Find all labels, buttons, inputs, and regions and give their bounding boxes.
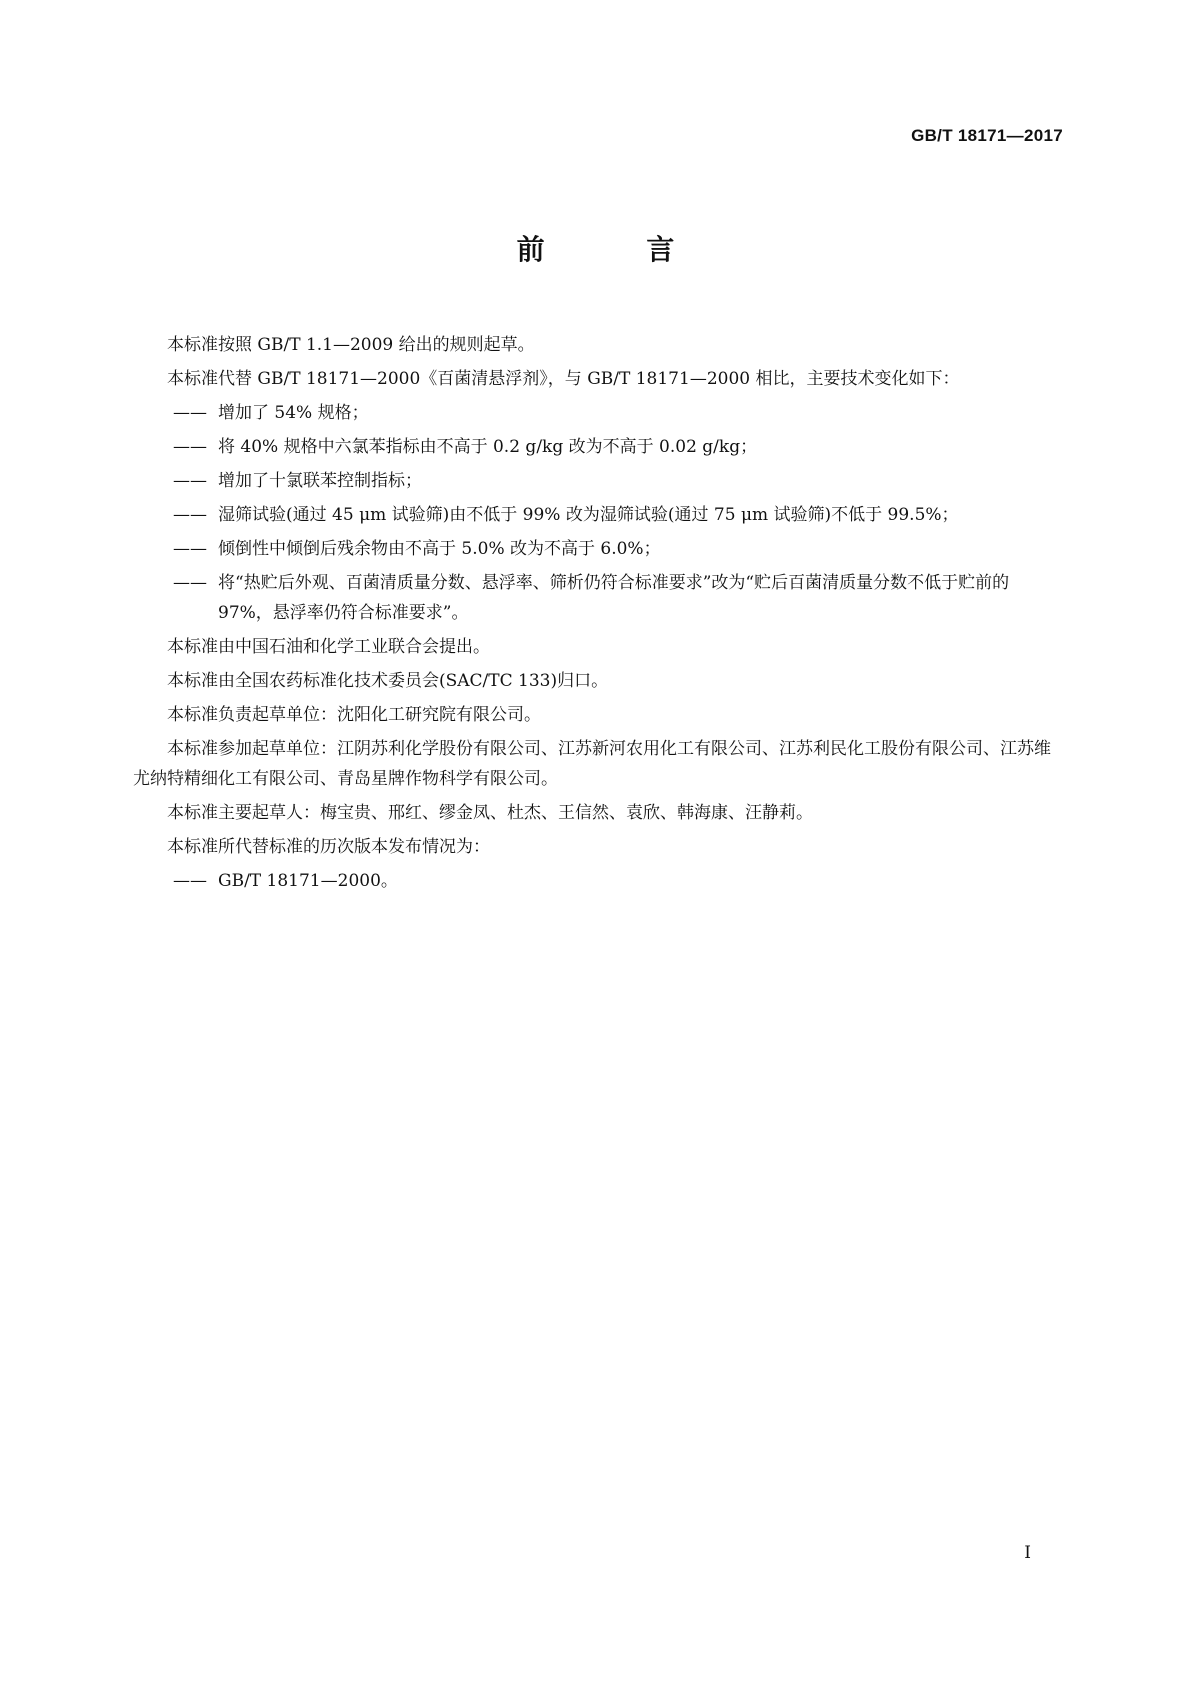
- standard-code: GB/T 18171—2017: [911, 126, 1063, 145]
- change-item: [133, 568, 1061, 628]
- change-text: 增加了 54% 规格；: [218, 403, 369, 423]
- paragraph-responsible-drafter: 本标准负责起草单位：沈阳化工研究院有限公司。: [167, 705, 541, 725]
- paragraph-participating-drafters: 本标准参加起草单位：江阴苏利化学股份有限公司、江苏新河农用化工有限公司、江苏利民化工股份有限公司、江苏维尤纳特精细化工有限公司、青岛星牌作物科学有限公司。: [133, 739, 1051, 789]
- change-item: [133, 466, 1061, 496]
- paragraph-history-intro: 本标准所代替标准的历次版本发布情况为：: [167, 837, 490, 857]
- dash-mark: ——: [173, 437, 207, 457]
- dash-mark: ——: [173, 539, 207, 559]
- dash-mark: ——: [173, 871, 207, 891]
- dash-mark: ——: [173, 505, 207, 525]
- dash-mark: ——: [173, 471, 207, 491]
- paragraph-drafting-rules: 本标准按照 GB/T 1.1—2009 给出的规则起草。: [167, 335, 535, 355]
- change-text: 将 40% 规格中六氯苯指标由不高于 0.2 g/kg 改为不高于 0.02 g/kg；: [218, 437, 758, 457]
- paragraph-under-jurisdiction: 本标准由全国农药标准化技术委员会(SAC/TC 133)归口。: [167, 671, 609, 691]
- paragraph-main-drafters: 本标准主要起草人：梅宝贵、邢红、缪金凤、杜杰、王信然、袁欣、韩海康、汪静莉。: [167, 803, 813, 823]
- paragraph-proposed-by: 本标准由中国石油和化学工业联合会提出。: [167, 637, 490, 657]
- change-item: [133, 432, 1061, 462]
- foreword-body: [133, 330, 1061, 900]
- change-item: [133, 500, 1061, 530]
- change-text: 将“热贮后外观、百菌清质量分数、悬浮率、筛析仍符合标准要求”改为“贮后百菌清质量分数不低于贮前的 97%，悬浮率仍符合标准要求”。: [218, 573, 1010, 623]
- history-item: [133, 866, 1061, 896]
- change-text: 湿筛试验(通过 45 μm 试验筛)由不低于 99% 改为湿筛试验(通过 75 μm 试验筛)不低于 99.5%；: [218, 505, 959, 525]
- history-text: GB/T 18171—2000。: [218, 871, 398, 891]
- dash-mark: ——: [173, 573, 207, 593]
- page-title: 前 言: [516, 233, 721, 266]
- paragraph-replaces: 本标准代替 GB/T 18171—2000《百菌清悬浮剂》，与 GB/T 18171—2000 相比，主要技术变化如下：: [167, 369, 960, 389]
- page-number: I: [1024, 1543, 1031, 1563]
- change-text: 倾倒性中倾倒后残余物由不高于 5.0% 改为不高于 6.0%；: [218, 539, 661, 559]
- dash-mark: ——: [173, 403, 207, 423]
- change-item: [133, 534, 1061, 564]
- change-item: [133, 398, 1061, 428]
- change-text: 增加了十氯联苯控制指标；: [218, 471, 422, 491]
